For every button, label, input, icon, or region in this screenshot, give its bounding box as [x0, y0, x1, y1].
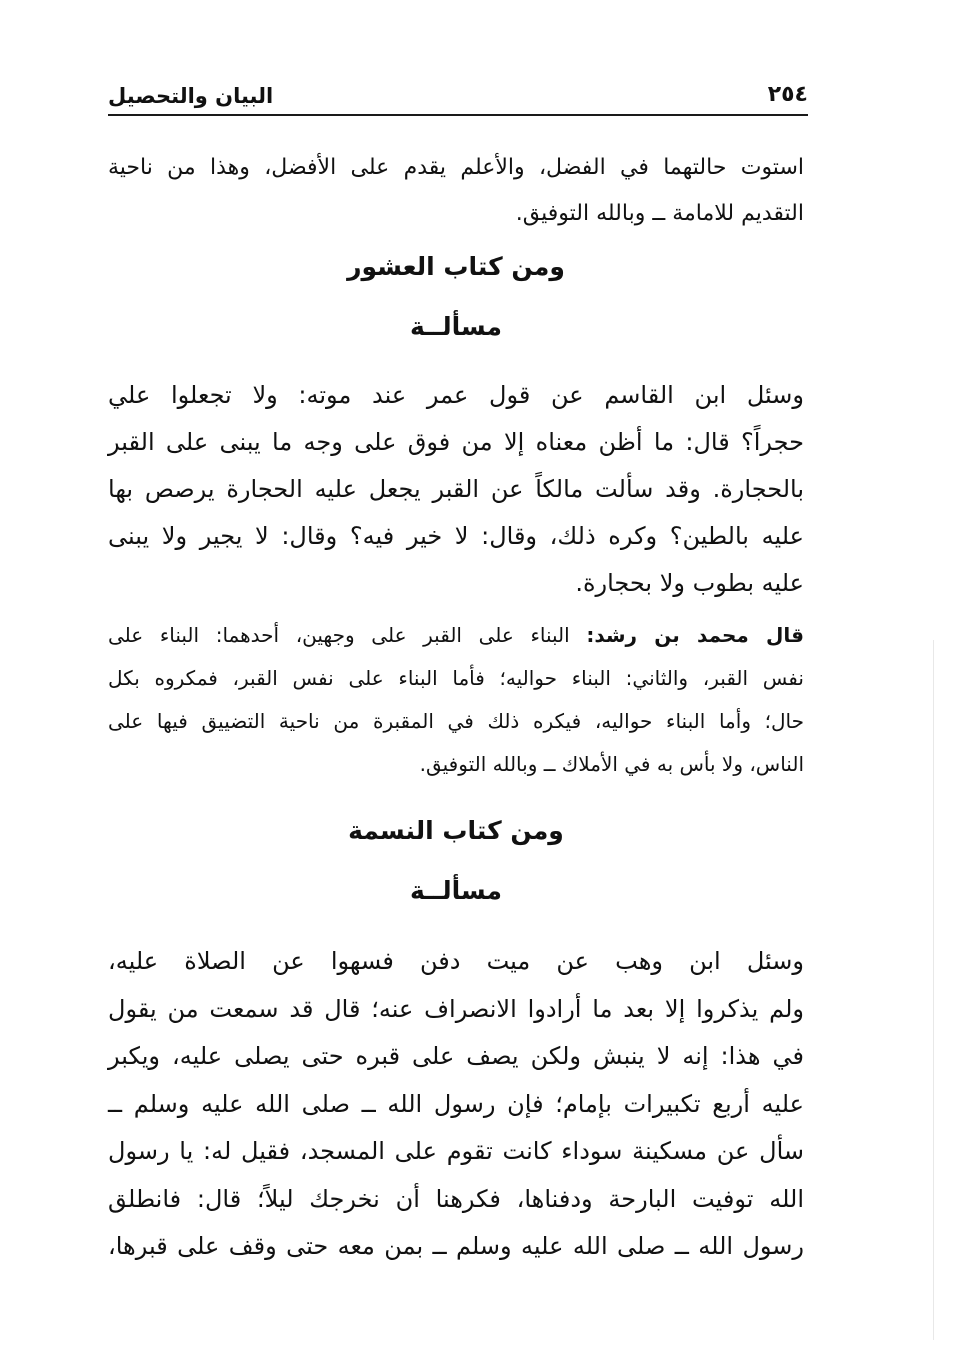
intro-paragraph: [108, 145, 804, 237]
text-line: حال؛ وأما البناء حواليه، فيكره ذلك في المقبرة من ناحية التضييق فيها على: [108, 709, 804, 733]
text-line: عليه أربع تكبيرات بإمام؛ فإن رسول الله ــ صلى الله عليه وسلم ــ: [108, 1089, 804, 1118]
section-heading: ومن كتاب العشور: [347, 252, 565, 281]
text-line: عليه بالطين؟ وكره ذلك، وقال: لا خير فيه؟ وقال: لا يجير ولا يبنى: [108, 522, 804, 550]
text-line: استوت حالتهما في الفضل، والأعلم يقدم على الأفضل، وهذا من ناحية: [108, 155, 804, 180]
page-header: [108, 80, 808, 116]
text-line: حجراً؟ قال: ما أظن معناه إلا من فوق على وجه ما يبنى على القبر: [108, 428, 804, 456]
text-line: نفس القبر، والثاني: البناء حواليه؛ فأما البناء على نفس القبر، فمكروه بكل: [108, 666, 804, 690]
page-number: ٢٥٤: [767, 82, 808, 107]
question-paragraph: [108, 372, 804, 607]
section-subheading: مسألــة: [410, 312, 502, 341]
question-paragraph: [108, 938, 804, 1271]
commentary-lead: قال محمد بن رشد:: [586, 623, 804, 647]
text-line: عليه بطوب ولا بحجارة.: [575, 569, 804, 597]
commentary-paragraph: [108, 614, 804, 786]
text-line: رسول الله ــ صلى الله عليه وسلم ــ بمن معه حتى وقف على قبرها،: [108, 1232, 804, 1260]
text-line: وسئل ابن القاسم عن قول عمر عند موته: ولا تجعلوا علي: [108, 381, 804, 409]
text-line: بالحجارة. وقد سألت مالكاً عن القبر يجعل عليه الحجارة يرصص بها: [108, 475, 804, 503]
text-line: ولم يذكروا إلا بعد ما أرادوا الانصراف عنه؛ قال قد سمعت من يقول: [108, 994, 804, 1023]
text-line: الله توفيت البارحة ودفناها، فكرهنا أن نخرجك ليلاً؛ قال: فانطلق: [108, 1184, 804, 1213]
section-subheading: مسألــة: [410, 876, 502, 905]
text-line: في هذا: إنه لا ينبش ولكن يصف على قبره حتى يصلى عليه، ويكبر: [108, 1042, 804, 1070]
text-line: التقديم للامامة ــ وبالله التوفيق.: [515, 201, 804, 226]
commentary-text: البناء على القبر على وجهين، أحدهما: البناء على: [108, 623, 570, 647]
text-line: [108, 614, 804, 657]
running-title: البيان والتحصيل: [108, 84, 274, 108]
text-line: الناس، ولا بأس به في الأملاك ــ وبالله التوفيق.: [419, 752, 804, 776]
text-line: وسئل ابن وهب عن ميت دفن فسهوا عن الصلاة عليه،: [108, 947, 804, 975]
text-line: سأل عن مسكينة سوداء كانت تقوم على المسجد، فقيل له: يا رسول: [108, 1137, 804, 1165]
section-heading: ومن كتاب النسمة: [348, 816, 564, 845]
scan-edge-mark: [933, 640, 934, 1340]
